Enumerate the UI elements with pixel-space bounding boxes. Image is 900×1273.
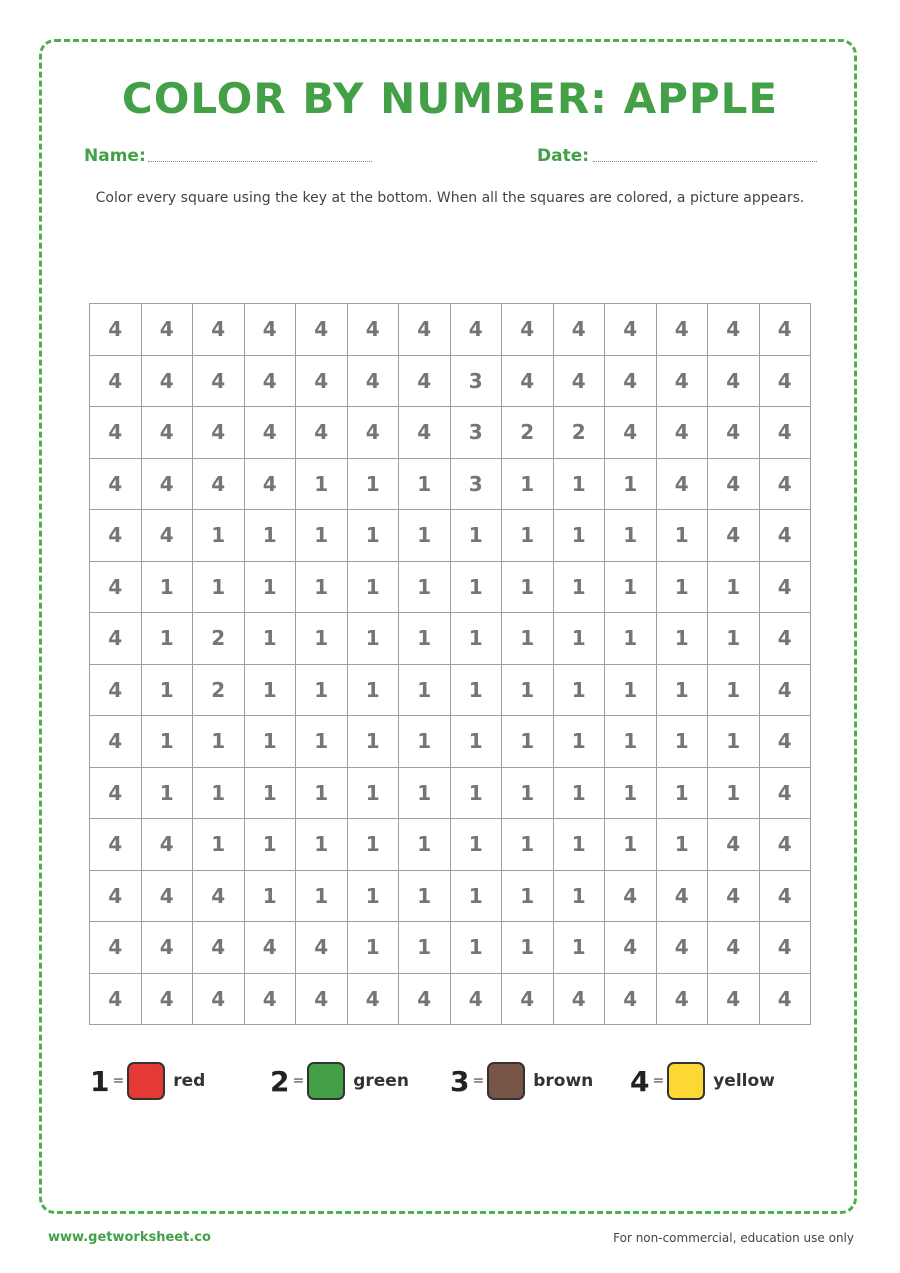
grid-cell[interactable]: 4 — [708, 407, 760, 459]
instructions-text: Color every square using the key at the bottom. When all the squares are colored, a picture appears. — [95, 190, 805, 206]
grid-cell[interactable]: 1 — [605, 510, 657, 562]
grid-cell[interactable]: 1 — [502, 716, 554, 768]
grid-cell[interactable]: 1 — [605, 716, 657, 768]
grid-cell[interactable]: 4 — [708, 922, 760, 974]
grid-cell[interactable]: 4 — [760, 665, 812, 717]
grid-cell[interactable]: 4 — [760, 613, 812, 665]
grid-cell[interactable]: 1 — [399, 768, 451, 820]
grid-cell[interactable]: 1 — [451, 665, 503, 717]
grid-cell[interactable]: 4 — [605, 871, 657, 923]
grid-cell[interactable]: 4 — [245, 922, 297, 974]
grid-cell[interactable]: 1 — [451, 819, 503, 871]
number-grid — [89, 303, 811, 1025]
grid-cell[interactable]: 4 — [657, 304, 709, 356]
grid-cell[interactable]: 1 — [451, 871, 503, 923]
key-color-name: brown — [533, 1071, 594, 1091]
grid-cell[interactable]: 4 — [399, 304, 451, 356]
grid-cell[interactable]: 4 — [90, 819, 142, 871]
grid-cell[interactable]: 1 — [348, 716, 400, 768]
grid-cell[interactable]: 1 — [554, 562, 606, 614]
grid-cell[interactable]: 4 — [760, 562, 812, 614]
grid-cell[interactable]: 1 — [245, 871, 297, 923]
grid-cell[interactable]: 1 — [708, 768, 760, 820]
grid-cell[interactable]: 4 — [657, 922, 709, 974]
grid-cell[interactable]: 4 — [708, 304, 760, 356]
grid-cell[interactable]: 1 — [193, 510, 245, 562]
grid-cell[interactable]: 4 — [708, 974, 760, 1026]
grid-cell[interactable]: 1 — [399, 665, 451, 717]
grid-cell[interactable]: 4 — [399, 407, 451, 459]
grid-cell[interactable]: 4 — [193, 922, 245, 974]
grid-cell[interactable]: 1 — [657, 819, 709, 871]
grid-cell[interactable]: 2 — [502, 407, 554, 459]
grid-cell[interactable]: 1 — [245, 562, 297, 614]
grid-cell[interactable]: 4 — [193, 974, 245, 1026]
color-swatch-brown — [487, 1062, 525, 1100]
grid-cell[interactable]: 4 — [142, 510, 194, 562]
grid-cell[interactable]: 4 — [708, 871, 760, 923]
grid-cell[interactable]: 1 — [399, 613, 451, 665]
grid-cell[interactable]: 1 — [245, 768, 297, 820]
grid-cell[interactable]: 4 — [760, 819, 812, 871]
grid-cell[interactable]: 1 — [296, 716, 348, 768]
grid-cell[interactable]: 1 — [348, 871, 400, 923]
grid-cell[interactable]: 4 — [760, 922, 812, 974]
grid-cell[interactable]: 1 — [554, 819, 606, 871]
grid-cell[interactable]: 1 — [142, 768, 194, 820]
grid-cell[interactable]: 1 — [605, 768, 657, 820]
grid-cell[interactable]: 4 — [554, 356, 606, 408]
grid-cell[interactable]: 1 — [554, 665, 606, 717]
grid-cell[interactable]: 1 — [708, 716, 760, 768]
grid-cell[interactable]: 4 — [296, 974, 348, 1026]
grid-cell[interactable]: 1 — [605, 819, 657, 871]
grid-cell[interactable]: 1 — [657, 510, 709, 562]
key-item-3 — [450, 1062, 593, 1100]
grid-cell[interactable]: 4 — [90, 922, 142, 974]
key-equals: = — [472, 1073, 485, 1089]
key-color-name: yellow — [713, 1071, 775, 1091]
grid-cell[interactable]: 4 — [399, 356, 451, 408]
key-number: 3 — [450, 1064, 470, 1098]
grid-cell[interactable]: 1 — [245, 510, 297, 562]
grid-cell[interactable]: 1 — [245, 613, 297, 665]
key-equals: = — [292, 1073, 305, 1089]
key-equals: = — [652, 1073, 665, 1089]
grid-cell[interactable]: 1 — [296, 768, 348, 820]
grid-cell[interactable]: 1 — [502, 613, 554, 665]
key-number: 1 — [90, 1064, 110, 1098]
grid-cell[interactable]: 1 — [348, 819, 400, 871]
grid-cell[interactable]: 4 — [90, 304, 142, 356]
grid-cell[interactable]: 1 — [348, 768, 400, 820]
grid-cell[interactable]: 4 — [296, 356, 348, 408]
grid-cell[interactable]: 1 — [502, 922, 554, 974]
grid-cell[interactable]: 4 — [708, 356, 760, 408]
grid-cell[interactable]: 4 — [142, 459, 194, 511]
grid-cell[interactable]: 1 — [296, 459, 348, 511]
grid-cell[interactable]: 4 — [90, 768, 142, 820]
grid-cell[interactable]: 4 — [245, 304, 297, 356]
key-item-2 — [270, 1062, 409, 1100]
grid-cell[interactable]: 4 — [348, 356, 400, 408]
grid-cell[interactable]: 4 — [760, 510, 812, 562]
name-label: Name: — [84, 146, 146, 166]
grid-cell[interactable]: 4 — [90, 871, 142, 923]
grid-cell[interactable]: 4 — [760, 768, 812, 820]
grid-cell[interactable]: 1 — [245, 716, 297, 768]
grid-cell[interactable]: 4 — [760, 407, 812, 459]
worksheet-title: COLOR BY NUMBER: APPLE — [121, 74, 779, 123]
grid-cell[interactable]: 1 — [554, 871, 606, 923]
grid-cell[interactable]: 4 — [142, 922, 194, 974]
grid-cell[interactable]: 1 — [142, 716, 194, 768]
grid-cell[interactable]: 1 — [296, 819, 348, 871]
key-number: 4 — [630, 1064, 650, 1098]
grid-cell[interactable]: 1 — [348, 562, 400, 614]
grid-cell[interactable]: 1 — [245, 665, 297, 717]
grid-cell[interactable]: 1 — [657, 613, 709, 665]
grid-cell[interactable]: 1 — [399, 716, 451, 768]
grid-cell[interactable]: 1 — [348, 510, 400, 562]
grid-cell[interactable]: 1 — [193, 562, 245, 614]
grid-cell[interactable]: 4 — [502, 304, 554, 356]
grid-cell[interactable]: 1 — [554, 459, 606, 511]
grid-cell[interactable]: 2 — [193, 613, 245, 665]
grid-cell[interactable]: 4 — [708, 510, 760, 562]
grid-cell[interactable]: 4 — [760, 304, 812, 356]
key-color-name: green — [353, 1071, 409, 1091]
grid-cell[interactable]: 4 — [193, 407, 245, 459]
grid-cell[interactable]: 1 — [193, 768, 245, 820]
grid-cell[interactable]: 1 — [451, 510, 503, 562]
grid-cell[interactable]: 1 — [502, 510, 554, 562]
grid-cell[interactable]: 1 — [399, 819, 451, 871]
grid-cell[interactable]: 1 — [399, 871, 451, 923]
grid-cell[interactable]: 4 — [193, 304, 245, 356]
color-swatch-green — [307, 1062, 345, 1100]
grid-cell[interactable]: 4 — [348, 974, 400, 1026]
grid-cell[interactable]: 4 — [90, 613, 142, 665]
key-number: 2 — [270, 1064, 290, 1098]
grid-cell[interactable]: 4 — [657, 459, 709, 511]
grid-cell[interactable]: 1 — [554, 510, 606, 562]
grid-cell[interactable]: 4 — [193, 871, 245, 923]
grid-cell[interactable]: 4 — [760, 356, 812, 408]
grid-cell[interactable]: 1 — [399, 922, 451, 974]
grid-cell[interactable]: 1 — [451, 716, 503, 768]
grid-cell[interactable]: 4 — [296, 922, 348, 974]
grid-cell[interactable]: 4 — [142, 407, 194, 459]
grid-cell[interactable]: 4 — [657, 356, 709, 408]
grid-cell[interactable]: 1 — [348, 665, 400, 717]
grid-cell[interactable]: 4 — [605, 407, 657, 459]
grid-cell[interactable]: 4 — [348, 407, 400, 459]
grid-cell[interactable]: 1 — [708, 613, 760, 665]
grid-cell[interactable]: 1 — [451, 562, 503, 614]
grid-cell[interactable]: 4 — [657, 871, 709, 923]
grid-cell[interactable]: 4 — [142, 304, 194, 356]
grid-cell[interactable]: 1 — [554, 716, 606, 768]
grid-cell[interactable]: 4 — [90, 716, 142, 768]
grid-cell[interactable]: 4 — [90, 665, 142, 717]
key-color-name: red — [173, 1071, 206, 1091]
grid-cell[interactable]: 4 — [245, 407, 297, 459]
grid-cell[interactable]: 1 — [708, 665, 760, 717]
grid-cell[interactable]: 3 — [451, 407, 503, 459]
grid-cell[interactable]: 1 — [657, 768, 709, 820]
grid-cell[interactable]: 4 — [90, 510, 142, 562]
grid-cell[interactable]: 4 — [760, 716, 812, 768]
grid-cell[interactable]: 4 — [657, 974, 709, 1026]
grid-cell[interactable]: 1 — [502, 459, 554, 511]
grid-cell[interactable]: 4 — [708, 459, 760, 511]
grid-cell[interactable]: 4 — [451, 974, 503, 1026]
grid-cell[interactable]: 4 — [90, 562, 142, 614]
date-label: Date: — [537, 146, 590, 166]
grid-cell[interactable]: 2 — [193, 665, 245, 717]
grid-cell[interactable]: 1 — [605, 665, 657, 717]
grid-cell[interactable]: 4 — [142, 974, 194, 1026]
grid-cell[interactable]: 4 — [502, 356, 554, 408]
grid-cell[interactable]: 1 — [605, 459, 657, 511]
grid-cell[interactable]: 1 — [399, 510, 451, 562]
grid-cell[interactable]: 4 — [760, 459, 812, 511]
grid-cell[interactable]: 1 — [657, 665, 709, 717]
grid-cell[interactable]: 4 — [554, 304, 606, 356]
grid-cell[interactable]: 1 — [296, 613, 348, 665]
grid-cell[interactable]: 1 — [451, 613, 503, 665]
grid-cell[interactable]: 4 — [605, 304, 657, 356]
key-equals: = — [112, 1073, 125, 1089]
grid-cell[interactable]: 1 — [502, 562, 554, 614]
grid-cell[interactable]: 1 — [296, 562, 348, 614]
grid-cell[interactable]: 4 — [193, 356, 245, 408]
color-swatch-red — [127, 1062, 165, 1100]
grid-cell[interactable]: 1 — [657, 562, 709, 614]
grid-cell[interactable]: 1 — [399, 562, 451, 614]
grid-cell[interactable]: 1 — [193, 716, 245, 768]
grid-cell[interactable]: 4 — [142, 356, 194, 408]
grid-cell[interactable]: 1 — [502, 871, 554, 923]
grid-cell[interactable]: 1 — [451, 922, 503, 974]
grid-cell[interactable]: 1 — [399, 459, 451, 511]
grid-cell[interactable]: 1 — [708, 562, 760, 614]
grid-cell[interactable]: 4 — [760, 871, 812, 923]
grid-cell[interactable]: 4 — [245, 974, 297, 1026]
grid-cell[interactable]: 4 — [245, 356, 297, 408]
grid-cell[interactable]: 1 — [657, 716, 709, 768]
grid-cell[interactable]: 1 — [296, 871, 348, 923]
grid-cell[interactable]: 1 — [348, 459, 400, 511]
grid-cell[interactable]: 1 — [605, 613, 657, 665]
grid-cell[interactable]: 1 — [142, 665, 194, 717]
grid-cell[interactable]: 4 — [90, 459, 142, 511]
grid-cell[interactable]: 4 — [399, 974, 451, 1026]
grid-cell[interactable]: 1 — [554, 613, 606, 665]
grid-cell[interactable]: 1 — [193, 819, 245, 871]
grid-cell[interactable]: 1 — [142, 562, 194, 614]
key-item-1 — [90, 1062, 205, 1100]
grid-cell[interactable]: 4 — [348, 304, 400, 356]
grid-cell[interactable]: 4 — [245, 459, 297, 511]
grid-cell[interactable]: 1 — [502, 665, 554, 717]
grid-cell[interactable]: 1 — [554, 922, 606, 974]
grid-cell[interactable]: 4 — [90, 407, 142, 459]
grid-cell[interactable]: 1 — [245, 819, 297, 871]
grid-cell[interactable]: 4 — [657, 407, 709, 459]
grid-cell[interactable]: 1 — [605, 562, 657, 614]
grid-cell[interactable]: 4 — [554, 974, 606, 1026]
grid-cell[interactable]: 4 — [605, 922, 657, 974]
grid-cell[interactable]: 4 — [760, 974, 812, 1026]
grid-cell[interactable]: 1 — [451, 768, 503, 820]
color-swatch-yellow — [667, 1062, 705, 1100]
grid-cell[interactable]: 1 — [554, 768, 606, 820]
grid-cell[interactable]: 1 — [348, 922, 400, 974]
grid-cell[interactable]: 4 — [605, 974, 657, 1026]
grid-cell[interactable]: 1 — [502, 819, 554, 871]
grid-cell[interactable]: 2 — [554, 407, 606, 459]
grid-cell[interactable]: 4 — [708, 819, 760, 871]
grid-cell[interactable]: 4 — [296, 304, 348, 356]
grid-cell[interactable]: 4 — [193, 459, 245, 511]
grid-cell[interactable]: 4 — [142, 819, 194, 871]
grid-cell[interactable]: 4 — [605, 356, 657, 408]
name-line[interactable] — [148, 161, 372, 162]
grid-cell[interactable]: 3 — [451, 459, 503, 511]
date-line[interactable] — [593, 161, 817, 162]
grid-cell[interactable]: 4 — [90, 974, 142, 1026]
grid-cell[interactable]: 3 — [451, 356, 503, 408]
usage-notice: For non-commercial, education use only — [613, 1231, 854, 1245]
grid-cell[interactable]: 1 — [296, 510, 348, 562]
grid-cell[interactable]: 1 — [502, 768, 554, 820]
grid-cell[interactable]: 1 — [348, 613, 400, 665]
grid-cell[interactable]: 4 — [296, 407, 348, 459]
key-item-4 — [630, 1062, 775, 1100]
grid-cell[interactable]: 4 — [502, 974, 554, 1026]
grid-cell[interactable]: 4 — [90, 356, 142, 408]
website-link[interactable]: www.getworksheet.co — [48, 1230, 211, 1245]
grid-cell[interactable]: 1 — [142, 613, 194, 665]
grid-cell[interactable]: 4 — [142, 871, 194, 923]
grid-cell[interactable]: 4 — [451, 304, 503, 356]
grid-cell[interactable]: 1 — [296, 665, 348, 717]
